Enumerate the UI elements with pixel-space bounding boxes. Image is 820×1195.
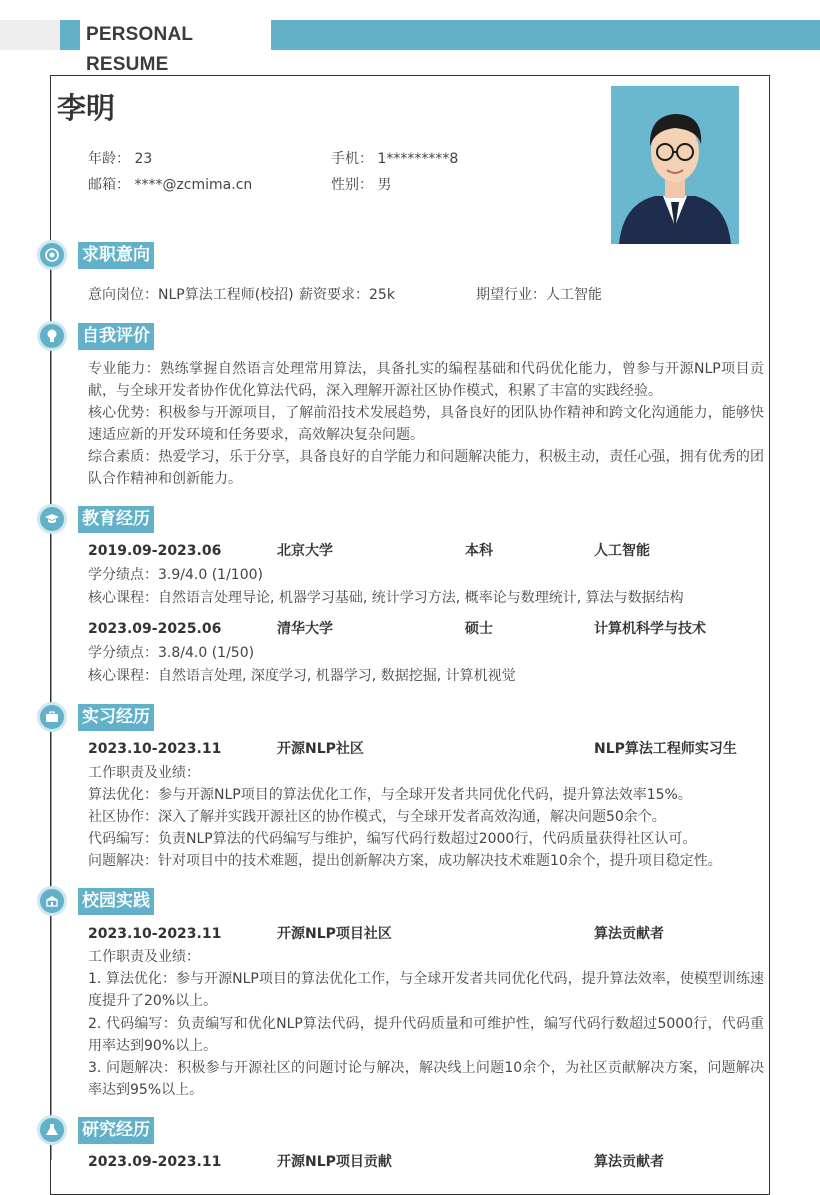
education-gpa: 学分绩点：3.8/4.0 (1/50) (88, 645, 255, 661)
email-field: 邮箱： ****@zcmima.cn (88, 177, 253, 193)
gender-field: 性别： 男 (331, 177, 392, 193)
section-title-campus: 校园实践 (78, 888, 154, 915)
internship-date: 2023.10-2023.11 (88, 741, 222, 757)
campus-row (88, 923, 764, 945)
target-icon (37, 240, 67, 270)
education-courses: 核心课程：自然语言处理, 深度学习, 机器学习, 数据挖掘, 计算机视觉 (88, 668, 516, 684)
education-gpa: 学分绩点：3.9/4.0 (1/100) (88, 567, 263, 583)
education-major: 计算机科学与技术 (594, 621, 706, 637)
research-role: 算法贡献者 (594, 1154, 664, 1170)
education-date: 2019.09-2023.06 (88, 543, 222, 559)
banner-accent-right (271, 20, 820, 50)
banner-accent-left (60, 20, 80, 50)
campus-intro: 工作职责及业绩： (88, 949, 200, 965)
internship-org: 开源NLP社区 (277, 741, 364, 757)
portrait-illustration (611, 86, 739, 244)
phone-field: 手机： 1*********8 (331, 151, 459, 167)
education-degree: 硕士 (465, 621, 493, 637)
header-banner (0, 20, 820, 75)
internship-line: 算法优化：参与开源NLP项目的算法优化工作，与全球开发者共同优化代码，提升算法效率15%。 (88, 787, 692, 803)
education-school: 北京大学 (277, 543, 333, 559)
flask-icon (37, 1115, 67, 1145)
campus-paragraph: 1. 算法优化：参与开源NLP项目的算法优化工作，与全球开发者共同优化代码，提升算法效率，使模型训练速度提升了20%以上。 (88, 971, 764, 1009)
research-date: 2023.09-2023.11 (88, 1154, 222, 1170)
section-title-internship: 实习经历 (78, 704, 154, 731)
self-eval-paragraph: 核心优势：积极参与开源项目，了解前沿技术发展趋势，具备良好的团队协作精神和跨文化沟通能力，能够快速适应新的开发环境和任务要求，高效解决复杂问题。 (88, 405, 764, 443)
self-eval-paragraph: 专业能力：熟练掌握自然语言处理常用算法，具备扎实的编程基础和代码优化能力，曾参与开源NLP项目贡献，与全球开发者协作优化算法代码，深入理解开源社区协作模式，积累了丰富的实践经验。 (88, 361, 764, 399)
intent-salary: 薪资要求：25k (299, 287, 395, 303)
intent-industry: 期望行业：人工智能 (476, 287, 602, 303)
education-row (88, 540, 764, 562)
education-courses: 核心课程：自然语言处理导论, 机器学习基础, 统计学习方法, 概率论与数理统计, 算法与数据结构 (88, 590, 684, 606)
self-eval-paragraph: 综合素质：热爱学习，乐于分享，具备良好的自学能力和问题解决能力，积极主动，责任心强，拥有优秀的团队合作精神和创新能力。 (88, 449, 764, 487)
section-title-self-eval: 自我评价 (78, 323, 154, 350)
resume-title: PERSONAL RESUME (80, 20, 271, 50)
intent-position: 意向岗位：NLP算法工程师(校招) (88, 287, 294, 303)
internship-line: 代码编写：负责NLP算法的代码编写与维护，编写代码行数超过2000行，代码质量获得社区认可。 (88, 831, 697, 847)
research-row (88, 1151, 764, 1173)
section-title-research: 研究经历 (78, 1117, 154, 1144)
education-major: 人工智能 (594, 543, 650, 559)
internship-role: NLP算法工程师实习生 (594, 741, 737, 757)
campus-paragraph: 2. 代码编写：负责编写和优化NLP算法代码，提升代码质量和可维护性，编写代码行数超过5000行，代码重用率达到90%以上。 (88, 1016, 764, 1054)
section-title-intent: 求职意向 (78, 242, 154, 269)
campus-date: 2023.10-2023.11 (88, 926, 222, 942)
banner-grey-block (0, 20, 60, 50)
section-title-education: 教育经历 (78, 506, 154, 533)
campus-role: 算法贡献者 (594, 926, 664, 942)
internship-line: 工作职责及业绩： (88, 765, 200, 781)
campus-org: 开源NLP项目社区 (277, 926, 392, 942)
briefcase-icon (37, 702, 67, 732)
education-row (88, 618, 764, 640)
lightbulb-icon (37, 321, 67, 351)
profile-photo (611, 86, 739, 244)
education-date: 2023.09-2025.06 (88, 621, 222, 637)
age-field: 年龄： 23 (88, 151, 153, 167)
research-org: 开源NLP项目贡献 (277, 1154, 392, 1170)
campus-paragraph: 3. 问题解决：积极参与开源社区的问题讨论与解决，解决线上问题10余个，为社区贡献解决方案，问题解决率达到95%以上。 (88, 1060, 764, 1098)
graduation-cap-icon (37, 504, 67, 534)
education-school: 清华大学 (277, 621, 333, 637)
person-name: 李明 (57, 91, 116, 125)
education-degree: 本科 (465, 543, 493, 559)
school-icon (37, 886, 67, 916)
internship-line: 社区协作：深入了解并实践开源社区的协作模式，与全球开发者高效沟通，解决问题50余个。 (88, 809, 666, 825)
internship-line: 问题解决：针对项目中的技术难题，提出创新解决方案，成功解决技术难题10余个，提升项目稳定性。 (88, 853, 722, 869)
internship-row (88, 738, 764, 760)
